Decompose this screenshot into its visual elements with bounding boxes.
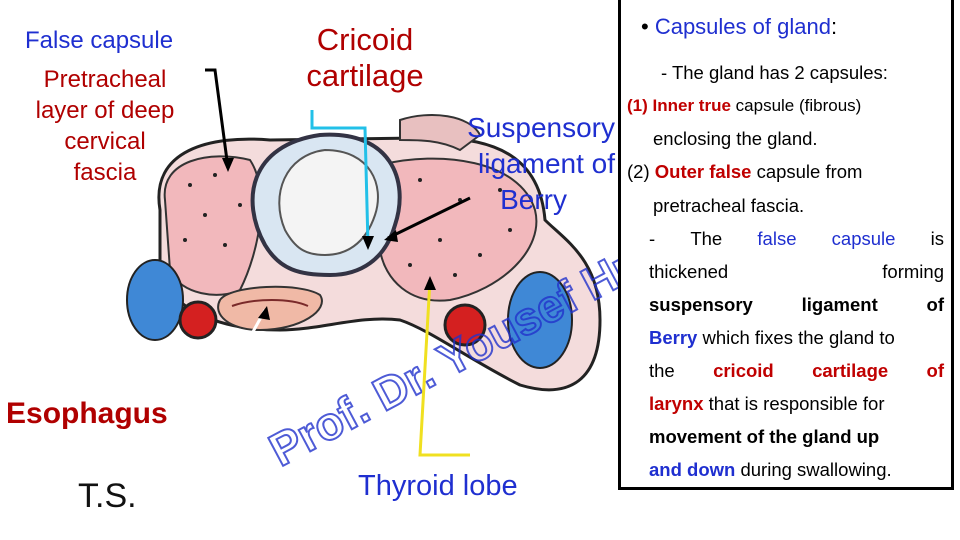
pretracheal-line-2: layer of deep xyxy=(35,97,175,124)
capsule-1-rest: capsule (fibrous) xyxy=(735,96,862,115)
p1-w3: false xyxy=(757,228,797,249)
p1-w4: capsule xyxy=(831,228,896,249)
left-carotid-artery xyxy=(180,302,216,338)
label-esophagus: Esophagus xyxy=(6,397,168,430)
suspensory-line-2: ligament of xyxy=(478,148,615,179)
p2-w1: thickened xyxy=(649,261,729,282)
cricoid-line-2: cartilage xyxy=(306,58,424,93)
label-cricoid-cartilage xyxy=(285,22,445,94)
para-line-8 xyxy=(649,459,944,481)
label-ts: T.S. xyxy=(78,477,137,515)
heading-bullet: • xyxy=(641,14,649,39)
p5-w4: of xyxy=(926,360,944,381)
label-thyroid-lobe: Thyroid lobe xyxy=(358,470,518,502)
heading-colon: : xyxy=(830,14,838,39)
capsule-1-line-2: enclosing the gland. xyxy=(653,128,818,149)
watermark-text: Prof. Dr. Yousef Hussein xyxy=(260,180,620,477)
capsule-2-line-2: pretracheal fascia. xyxy=(653,195,805,216)
capsule-1-line xyxy=(627,96,922,116)
label-false-capsule: False capsule xyxy=(25,27,174,54)
pretracheal-line-4: fascia xyxy=(73,159,137,186)
capsule-2-num: (2) xyxy=(627,161,650,182)
p6-rest: that is responsible for xyxy=(708,393,885,414)
label-pretracheal-fascia xyxy=(0,64,210,188)
capsule-2-line xyxy=(627,161,922,183)
para-line-3 xyxy=(649,294,944,316)
left-carotid-sheath xyxy=(127,260,183,340)
capsule-1-num: (1) xyxy=(627,96,648,115)
pretracheal-line-1: Pretracheal xyxy=(43,66,167,93)
panel-heading xyxy=(641,14,936,40)
p8-rest: during swallowing. xyxy=(740,459,892,480)
p4-rest: which fixes the gland to xyxy=(702,327,895,348)
para-line-1 xyxy=(649,228,944,250)
p6-red: larynx xyxy=(649,393,704,414)
heading-text: Capsules of gland xyxy=(654,14,831,39)
capsule-2-rest: capsule from xyxy=(756,161,863,182)
p1-w5: is xyxy=(930,228,944,249)
para-line-5 xyxy=(649,360,944,382)
p8-blue: and down xyxy=(649,459,736,480)
capsule-1-red: Inner true xyxy=(652,96,731,115)
p5-w1: the xyxy=(649,360,675,381)
p4-blue: Berry xyxy=(649,327,698,348)
p3-w3: of xyxy=(926,294,944,315)
p3-w2: ligament xyxy=(801,294,878,315)
para-line-2 xyxy=(649,261,944,283)
p1-w2: The xyxy=(690,228,723,249)
p1-w1: - xyxy=(649,228,656,249)
intro-line: - The gland has 2 capsules: xyxy=(661,62,888,83)
para-line-6 xyxy=(649,393,944,415)
p2-w2: forming xyxy=(882,261,944,282)
cricoid-line-1: Cricoid xyxy=(316,22,414,57)
para-line-4 xyxy=(649,327,944,349)
p5-w3: cartilage xyxy=(812,360,889,381)
capsules-text-panel xyxy=(618,0,954,490)
label-suspensory-ligament xyxy=(420,110,615,218)
suspensory-line-1: Suspensory xyxy=(467,112,615,143)
pretracheal-line-3: cervical xyxy=(64,128,146,155)
p5-w2: cricoid xyxy=(713,360,774,381)
p3-w1: suspensory xyxy=(649,294,753,315)
para-line-7: movement of the gland up xyxy=(649,426,880,447)
capsule-2-red: Outer false xyxy=(654,161,752,182)
suspensory-line-3: Berry xyxy=(500,184,567,215)
